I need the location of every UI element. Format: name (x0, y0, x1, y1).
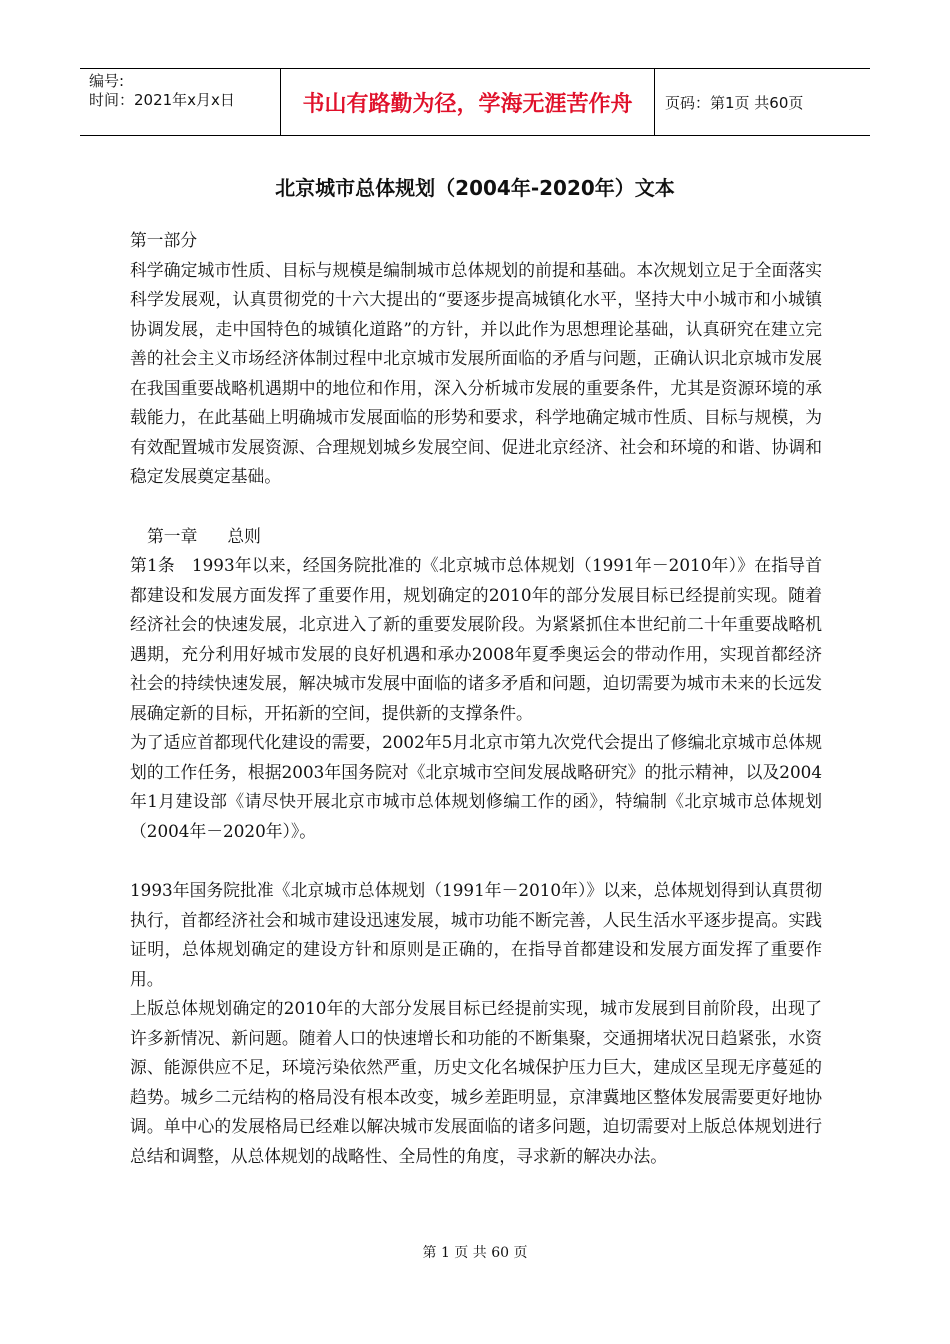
document-title: 北京城市总体规划（2004年-2020年）文本 (275, 176, 675, 200)
paragraph-4: 上版总体规划确定的2010年的大部分发展目标已经提前实现，城市发展到目前阶段，出现了许多新情况、新问题。随着人口的快速增长和功能的不断集聚，交通拥堵状况日趋紧张，水资源、能源供应不足，环境污染依然严重，历史文化名城保护压力巨大，建成区呈现无序蔓延的趋势。城乡二元结构的格局没有根本改变，城乡差距明显，京津冀地区整体发展需要更好地协调。单中心的发展格局已经难以解决城市发展面临的诸多问题，迫切需要对上版总体规划进行总结和调整，从总体规划的战略性、全局性的角度，寻求新的解决办法。 (130, 998, 822, 1166)
header-meta-cell (80, 69, 281, 135)
paragraph-2: 为了适应首都现代化建设的需要，2002年5月北京市第九次党代会提出了修编北京城市总体规划的工作任务，根据2003年国务院对《北京城市空间发展战略研究》的批示精神，以及2004年1月建设部《请尽快开展北京市城市总体规划修编工作的函》，特编制《北京城市总体规划（2004年－2020年）》。 (130, 732, 822, 841)
document-date-label: 时间：2021年x月x日 (89, 91, 235, 109)
document-body (130, 226, 822, 1171)
article-1: 第1条 1993年以来，经国务院批准的《北京城市总体规划（1991年－2010年）》在指导首都建设和发展方面发挥了重要作用，规划确定的2010年的部分发展目标已经提前实现。随着经济社会的快速发展，北京进入了新的重要发展阶段。为紧紧抓住本世纪前二十年重要战略机遇期，充分利用好城市发展的良好机遇和承办2008年夏季奥运会的带动作用，实现首都经济社会的持续快速发展，解决城市发展中面临的诸多矛盾和问题，迫切需要为城市未来的长远发展确定新的目标，开拓新的空间，提供新的支撑条件。 (130, 555, 822, 723)
chapter-number: 第一章 (147, 525, 198, 546)
chapter-name: 总则 (227, 525, 261, 546)
paragraph-3: 1993年国务院批准《北京城市总体规划（1991年－2010年）》以来，总体规划得到认真贯彻执行，首都经济社会和城市建设迅速发展，城市功能不断完善，人民生活水平逐步提高。实践证明，总体规划确定的建设方针和原则是正确的，在指导首都建设和发展方面发挥了重要作用。 (130, 880, 822, 989)
paragraph-gap (130, 492, 822, 522)
page-footer: 第 1 页 共 60 页 (422, 1245, 528, 1261)
chapter-heading (130, 522, 822, 552)
intro-paragraph: 科学确定城市性质、目标与规模是编制城市总体规划的前提和基础。本次规划立足于全面落实科学发展观，认真贯彻党的十六大提出的“要逐步提高城镇化水平，坚持大中小城市和小城镇协调发展，走中国特色的城镇化道路”的方针，并以此作为思想理论基础，认真研究在建立完善的社会主义市场经济体制过程中北京城市发展所面临的矛盾与问题，正确认识北京城市发展在我国重要战略机遇期中的地位和作用，深入分析城市发展的重要条件，尤其是资源环境的承载能力，在此基础上明确城市发展面临的形势和要求，科学地确定城市性质、目标与规模，为有效配置城市发展资源、合理规划城乡发展空间、促进北京经济、社会和环境的和谐、协调和稳定发展奠定基础。 (130, 259, 822, 486)
document-number-label: 编号: (89, 72, 125, 90)
paragraph-gap (130, 846, 822, 876)
header-table (80, 68, 870, 136)
header-motto: 书山有路勤为径，学海无涯苦作舟 (281, 69, 655, 135)
header-page-info: 页码：第1页 共60页 (665, 93, 804, 112)
section-label: 第一部分 (130, 230, 198, 250)
